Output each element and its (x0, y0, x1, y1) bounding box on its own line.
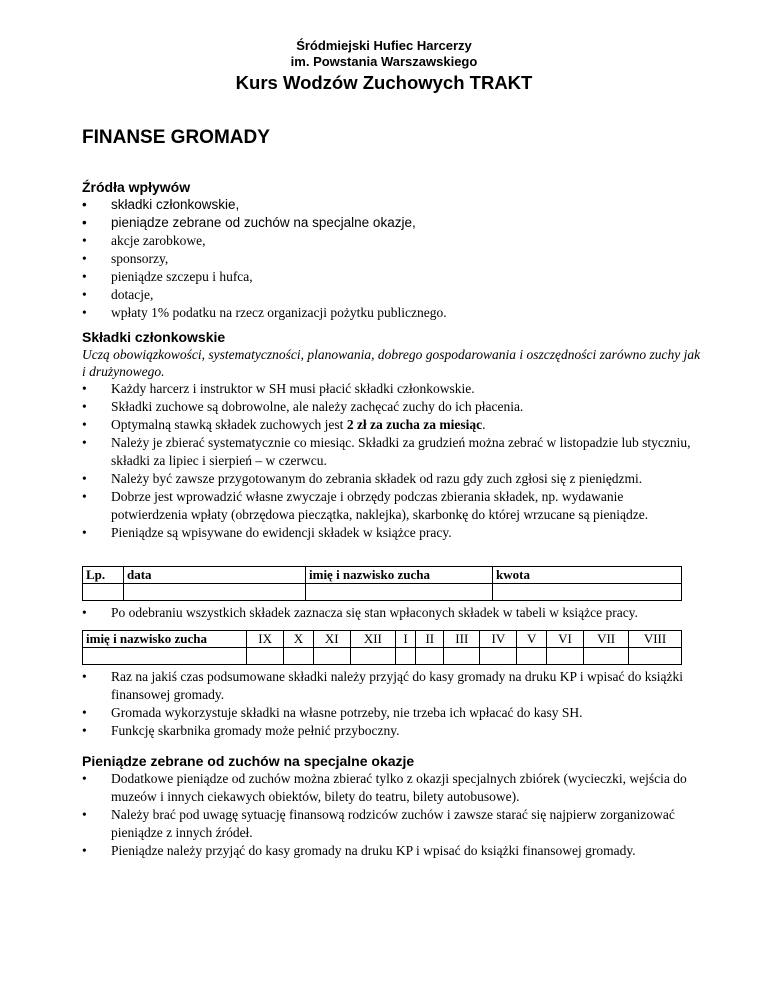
list-item: • Gromada wykorzystuje składki na własne potrzeby, nie trzeba ich wpłacać do kasy SH. (82, 704, 702, 722)
list-item: • Dobrze jest wprowadzić własne zwyczaje i obrzędy podczas zbierania składek, np. wydawanie potwierdzenia wpłaty (obrzędowa pieczątka, naklejka), skarbonkę do której wrzucane są pieniądze. (82, 488, 702, 524)
document-header (0, 38, 768, 95)
table-header-cell: X (284, 631, 313, 648)
table-header-cell: VI (546, 631, 583, 648)
membership-list-1 (82, 380, 702, 542)
list-item: • Należy brać pod uwagę sytuację finansową rodziców zuchów i zawsze starać się najpierw zorganizować pieniądze z innych źródeł. (82, 806, 707, 842)
table-row (83, 584, 682, 601)
list-item: • Dodatkowe pieniądze od zuchów można zbierać tylko z okazji specjalnych zbiórek (wycieczki, wejścia do muzeów i innych ciekawych obiektów, bilety do teatru, bilety autobusowe). (82, 770, 707, 806)
course-title: Kurs Wodzów Zuchowych TRAKT (235, 72, 533, 93)
list-item: • pieniądze zebrane od zuchów na specjalne okazje, (82, 214, 702, 232)
list-item: • sponsorzy, (82, 250, 702, 268)
list-item: • pieniądze szczepu i hufca, (82, 268, 702, 286)
sources-list-a (82, 196, 702, 232)
organization-name: Śródmiejski Hufiec Harcerzy (296, 38, 472, 53)
table-header-cell: IX (247, 631, 284, 648)
table-header-cell: imię i nazwisko zucha (83, 631, 247, 648)
list-item: • Pieniądze należy przyjąć do kasy gromady na druku KP i wpisać do książki finansowej gromady. (82, 842, 707, 860)
table-header-cell: V (517, 631, 546, 648)
special-section (82, 752, 707, 860)
fee-rate: 2 zł za zucha za miesiąc (346, 417, 483, 432)
page-title: FINANSE GROMADY (82, 127, 270, 148)
table-header-cell: Lp. (83, 567, 124, 584)
list-item: • Po odebraniu wszystkich składek zaznacza się stan wpłaconych składek w tabeli w książce pracy. (82, 604, 692, 622)
sources-list-b (82, 232, 702, 322)
membership-final (82, 668, 702, 740)
table-header-cell: VIII (629, 631, 682, 648)
membership-section (82, 328, 702, 542)
table-header-cell: imię i nazwisko zucha (306, 567, 493, 584)
list-item: • Należy je zbierać systematycznie co miesiąc. Składki za grudzień można zebrać w listopadzie lub styczniu, składki za lipiec i sierpień – w czerwcu. (82, 434, 702, 470)
list-item: • Pieniądze są wpisywane do ewidencji składek w książce pracy. (82, 524, 702, 542)
table-header-row (83, 567, 682, 584)
list-item: • Funkcję skarbnika gromady może pełnić przyboczny. (82, 722, 702, 740)
list-item: • składki członkowskie, (82, 196, 702, 214)
special-heading: Pieniądze zebrane od zuchów na specjalne okazje (82, 753, 415, 769)
list-item: • Składki zuchowe są dobrowolne, ale należy zachęcać zuchy do ich płacenia. (82, 398, 702, 416)
fee-status-table (82, 630, 682, 665)
list-item: • Należy być zawsze przygotowanym do zebrania składek od razu gdy zuch zgłosi się z pieniędzmi. (82, 470, 702, 488)
organization-subtitle: im. Powstania Warszawskiego (290, 54, 478, 69)
list-item: • Każdy harcerz i instruktor w SH musi płacić składki członkowskie. (82, 380, 702, 398)
membership-intro: Uczą obowiązkowości, systematyczności, planowania, dobrego gospodarowania i oszczędności zarówno zuchy jak i drużynowego. (82, 347, 701, 379)
membership-continued (82, 604, 692, 622)
table-header-cell: XII (350, 631, 395, 648)
list-item: • wpłaty 1% podatku na rzecz organizacji pożytku publicznego. (82, 304, 702, 322)
table-header-cell: I (395, 631, 415, 648)
list-item: • dotacje, (82, 286, 702, 304)
table-header-cell: II (416, 631, 444, 648)
list-item: • akcje zarobkowe, (82, 232, 702, 250)
list-item: • Optymalną stawką składek zuchowych jest 2 zł za zucha za miesiąc. (82, 416, 702, 434)
table-header-cell: VII (584, 631, 629, 648)
fee-register-table (82, 566, 682, 601)
membership-heading: Składki członkowskie (82, 329, 226, 345)
table-header-cell: kwota (493, 567, 682, 584)
table-row (83, 648, 682, 665)
table-header-cell: data (124, 567, 306, 584)
sources-section (82, 178, 702, 322)
table-header-cell: III (444, 631, 480, 648)
table-header-cell: IV (480, 631, 517, 648)
table-header-cell: XI (313, 631, 350, 648)
table-header-row (83, 631, 682, 648)
sources-heading: Źródła wpływów (82, 179, 191, 195)
list-item: • Raz na jakiś czas podsumowane składki należy przyjąć do kasy gromady na druku KP i wpisać do książki finansowej gromady. (82, 668, 702, 704)
